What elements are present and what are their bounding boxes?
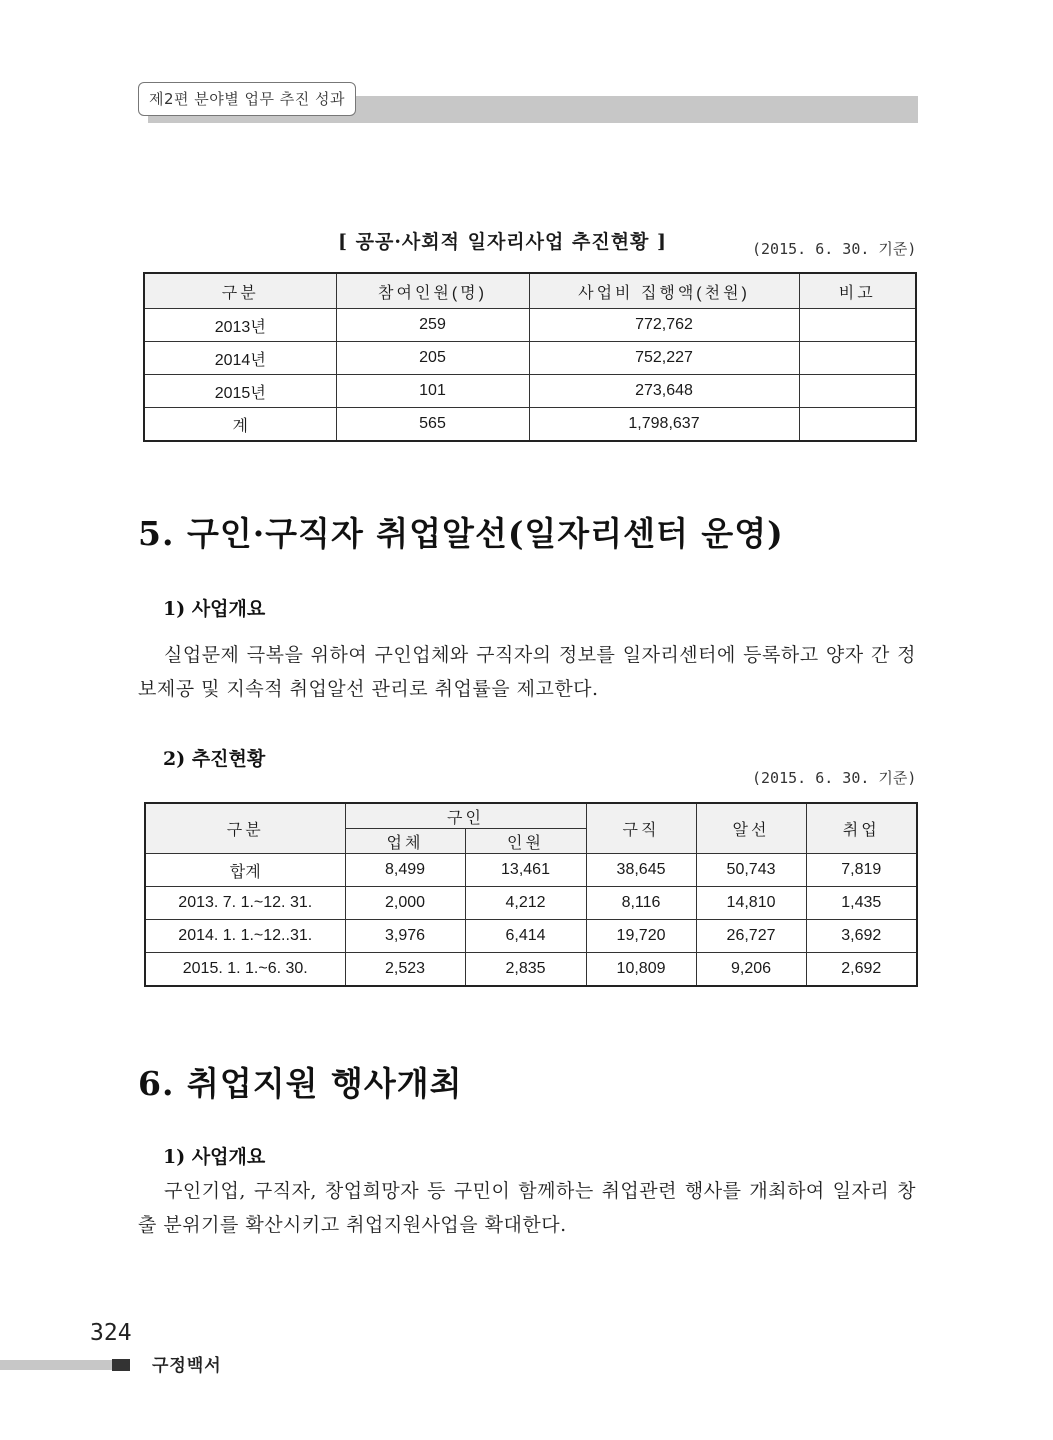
job-placement-table bbox=[144, 802, 918, 987]
table-cell: 50,743 bbox=[696, 854, 806, 887]
table-cell: 8,499 bbox=[345, 854, 465, 887]
col-header: 참여인원(명) bbox=[336, 273, 529, 309]
table-cell: 2,835 bbox=[465, 953, 586, 987]
table-cell: 2013. 7. 1.~12. 31. bbox=[145, 887, 345, 920]
col-header: 취업 bbox=[806, 803, 917, 854]
table-cell: 14,810 bbox=[696, 887, 806, 920]
table-cell: 10,809 bbox=[586, 953, 696, 987]
public-jobs-table bbox=[143, 272, 917, 442]
col-header: 구직 bbox=[586, 803, 696, 854]
section5-title: 5. 구인·구직자 취업알선(일자리센터 운영) bbox=[138, 514, 784, 553]
table-cell: 565 bbox=[336, 408, 529, 442]
table-cell: 1,798,637 bbox=[529, 408, 799, 442]
table-cell: 259 bbox=[336, 309, 529, 342]
col-header: 인원 bbox=[465, 829, 586, 854]
table-cell: 3,692 bbox=[806, 920, 917, 953]
table-cell: 752,227 bbox=[529, 342, 799, 375]
section6-sub1-text: 구인기업, 구직자, 창업희망자 등 구민이 함께하는 취업관련 행사를 개최하여 일자리 창출 분위기를 확산시키고 취업지원사업을 확대한다. bbox=[138, 1180, 916, 1236]
table-cell: 2,523 bbox=[345, 953, 465, 987]
table-cell: 9,206 bbox=[696, 953, 806, 987]
table-cell: 2014. 1. 1.~12..31. bbox=[145, 920, 345, 953]
table1-title: [ 공공·사회적 일자리사업 추진현황 ] bbox=[338, 231, 668, 253]
table1-as-of: (2015. 6. 30. 기준) bbox=[752, 240, 917, 258]
table-cell bbox=[799, 375, 916, 408]
table-cell: 3,976 bbox=[345, 920, 465, 953]
table-cell: 772,762 bbox=[529, 309, 799, 342]
col-header: 사업비 집행액(천원) bbox=[529, 273, 799, 309]
col-header: 업체 bbox=[345, 829, 465, 854]
table-row bbox=[145, 887, 917, 920]
footer-bar bbox=[0, 1360, 112, 1370]
col-header: 알선 bbox=[696, 803, 806, 854]
section6-sub1-heading: 1) 사업개요 bbox=[163, 1146, 266, 1168]
table2-as-of: (2015. 6. 30. 기준) bbox=[752, 769, 917, 787]
table-cell: 273,648 bbox=[529, 375, 799, 408]
col-header-group: 구인 bbox=[345, 803, 586, 829]
table-cell: 101 bbox=[336, 375, 529, 408]
table-cell: 38,645 bbox=[586, 854, 696, 887]
book-title: 구정백서 bbox=[152, 1356, 222, 1376]
table-cell: 1,435 bbox=[806, 887, 917, 920]
table-cell: 2,000 bbox=[345, 887, 465, 920]
page-number: 324 bbox=[90, 1320, 132, 1346]
table-cell: 6,414 bbox=[465, 920, 586, 953]
table-cell: 4,212 bbox=[465, 887, 586, 920]
table-row bbox=[144, 309, 916, 342]
table-header-row bbox=[145, 803, 917, 829]
table-row bbox=[144, 375, 916, 408]
section6-title: 6. 취업지원 행사개최 bbox=[138, 1064, 463, 1103]
table-cell: 8,116 bbox=[586, 887, 696, 920]
table-cell: 26,727 bbox=[696, 920, 806, 953]
footer-square bbox=[112, 1359, 130, 1371]
table-cell: 합계 bbox=[145, 854, 345, 887]
table-cell: 19,720 bbox=[586, 920, 696, 953]
table-row bbox=[145, 920, 917, 953]
col-header: 비고 bbox=[799, 273, 916, 309]
section5-sub2-heading: 2) 추진현황 bbox=[163, 748, 266, 770]
table-cell: 2013년 bbox=[144, 309, 336, 342]
table-cell: 205 bbox=[336, 342, 529, 375]
table-cell: 2015년 bbox=[144, 375, 336, 408]
table-row bbox=[145, 953, 917, 987]
col-header: 구분 bbox=[145, 803, 345, 854]
table-cell bbox=[799, 408, 916, 442]
table-cell: 2014년 bbox=[144, 342, 336, 375]
table-cell bbox=[799, 342, 916, 375]
section5-sub1-heading: 1) 사업개요 bbox=[163, 598, 266, 620]
table-cell: 7,819 bbox=[806, 854, 917, 887]
table-cell: 2015. 1. 1.~6. 30. bbox=[145, 953, 345, 987]
section5-sub1-text: 실업문제 극복을 위하여 구인업체와 구직자의 정보를 일자리센터에 등록하고 양자 간 정보제공 및 지속적 취업알선 관리로 취업률을 제고한다. bbox=[138, 644, 916, 700]
col-header: 구분 bbox=[144, 273, 336, 309]
table-row-total bbox=[145, 854, 917, 887]
table-cell bbox=[799, 309, 916, 342]
table-cell: 계 bbox=[144, 408, 336, 442]
section-tab: 제2편 분야별 업무 추진 성과 bbox=[138, 82, 356, 116]
table-header-row bbox=[144, 273, 916, 309]
table-cell: 13,461 bbox=[465, 854, 586, 887]
table-row-total bbox=[144, 408, 916, 442]
table-cell: 2,692 bbox=[806, 953, 917, 987]
table-row bbox=[144, 342, 916, 375]
